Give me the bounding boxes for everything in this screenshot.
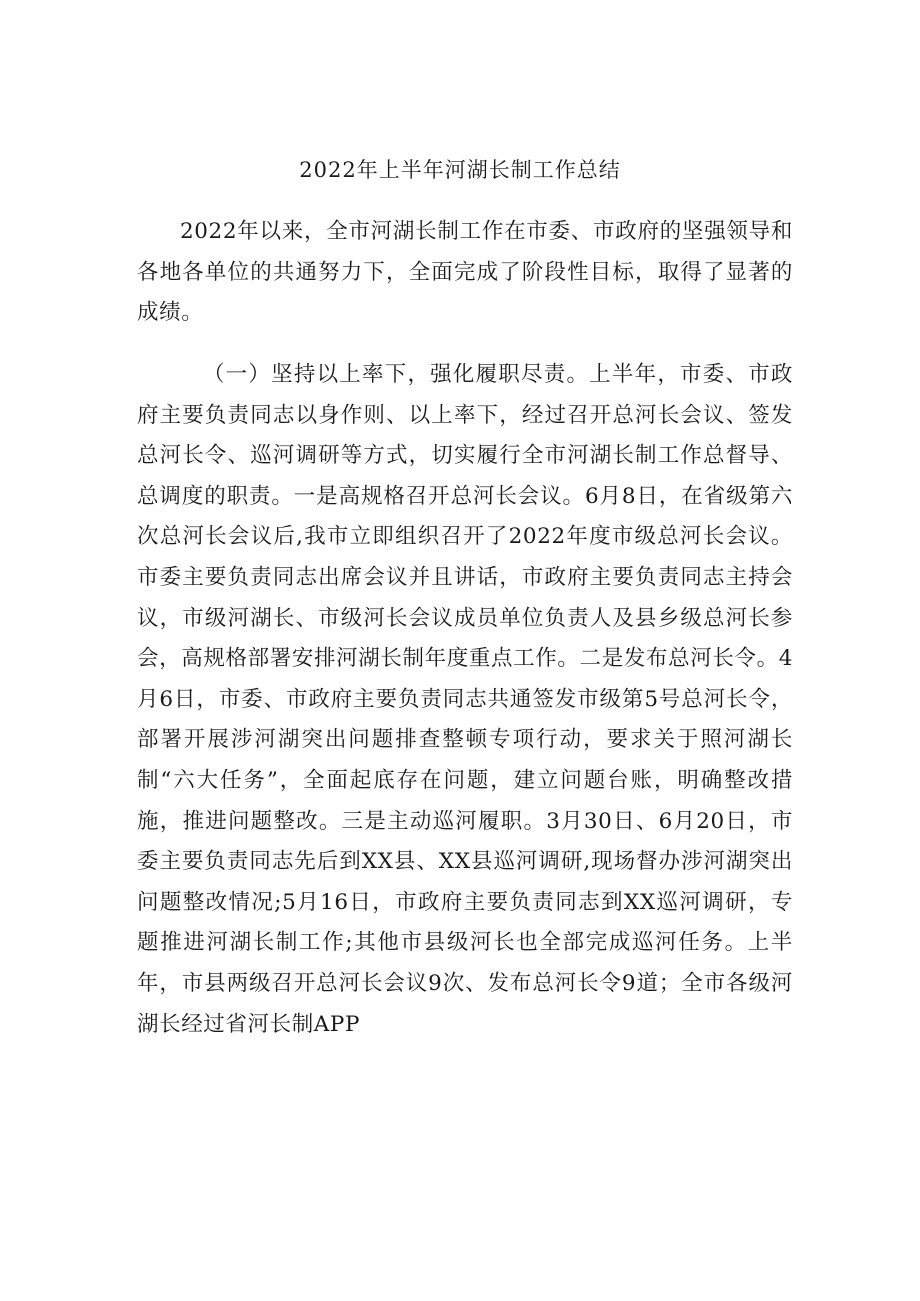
paragraph-section-1: （一）坚持以上率下，强化履职尽责。上半年，市委、市政府主要负责同志以身作则、以上率下，经过召开总河长会议、签发总河长令、巡河调研等方式，切实履行全市河湖长制工作总督导、总调度的职责。一是高规格召开总河长会议。6月8日，在省级第六次总河长会议后,我市立即组织召开了2022年度市级总河长会议。市委主要负责同志出席会议并且讲话，市政府主要负责同志主持会议，市级河湖长、市级河长会议成员单位负责人及县乡级总河长参会，高规格部署安排河湖长制年度重点工作。二是发布总河长令。4月6日，市委、市政府主要负责同志共通签发市级第5号总河长令，部署开展涉河湖突出问题排查整顿专项行动，要求关于照河湖长制“六大任务”，全面起底存在问题，建立问题台账，明确整改措施，推进问题整改。三是主动巡河履职。3月30日、6月20日，市委主要负责同志先后到XX县、XX县巡河调研,现场督办涉河湖突出问题整改情况;5月16日，市政府主要负责同志到XX巡河调研，专题推进河湖长制工作;其他市县级河长也全部完成巡河任务。上半年，市县两级召开总河长会议9次、发布总河长令9道；全市各级河湖长经过省河长制APP xyxy=(137,362,793,1037)
document-title: 2022年上半年河湖长制工作总结 xyxy=(299,158,621,182)
paragraph-intro: 2022年以来，全市河湖长制工作在市委、市政府的坚强领导和各地各单位的共通努力下，全面完成了阶段性目标，取得了显著的成绩。 xyxy=(137,219,793,326)
